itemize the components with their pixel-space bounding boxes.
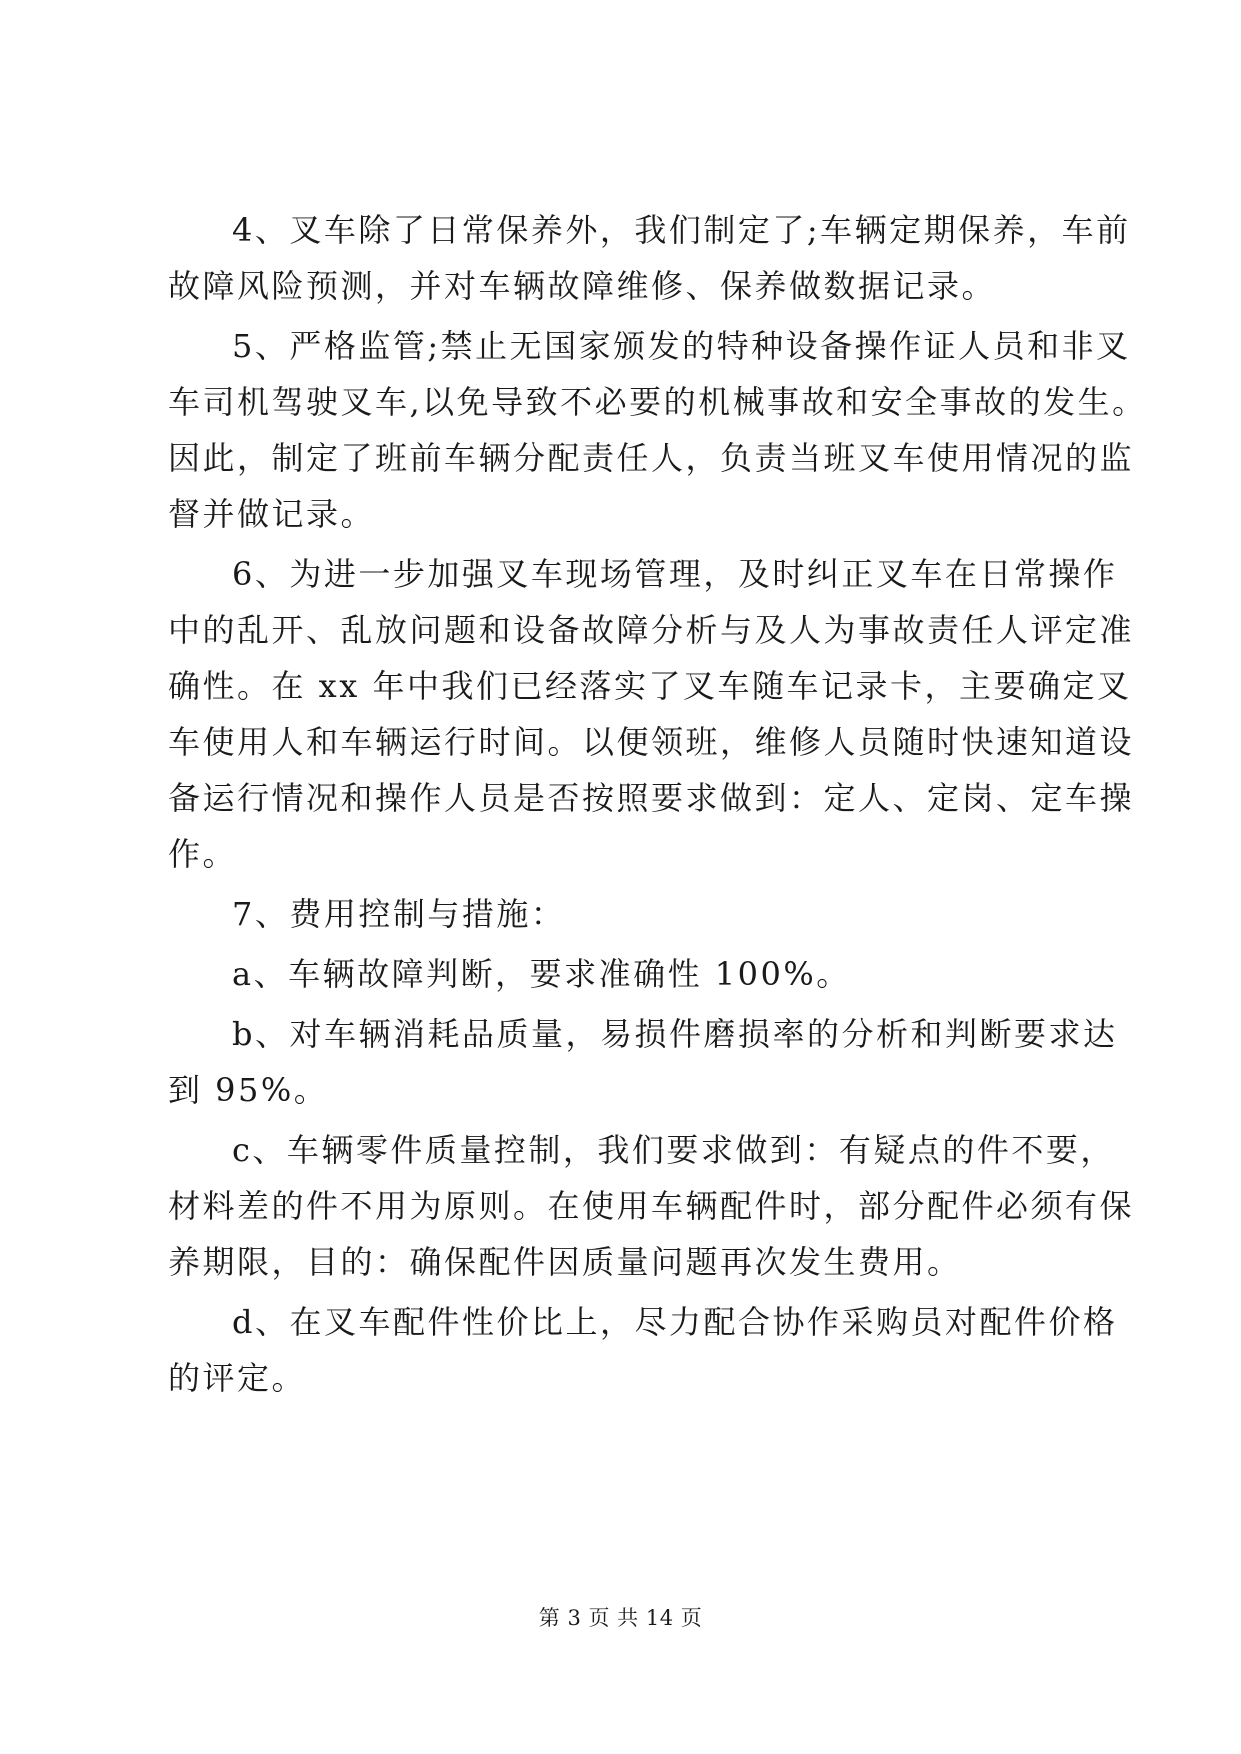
text-line: 养期限，目的：确保配件因质量问题再次发生费用。 (168, 1243, 962, 1281)
text-line: 作。 (168, 835, 238, 873)
text-line: 5、严格监管;禁止无国家颁发的特种设备操作证人员和非叉 (232, 327, 1131, 365)
text-line: c、车辆零件质量控制，我们要求做到：有疑点的件不要， (232, 1131, 1115, 1169)
text-line: 到 95%。 (168, 1071, 329, 1109)
text-line: 故障风险预测，并对车辆故障维修、保养做数据记录。 (168, 267, 997, 305)
text-line: 6、为进一步加强叉车现场管理，及时纠正叉车在日常操作 (232, 555, 1118, 593)
text-line: 的评定。 (168, 1359, 307, 1397)
text-line: 确性。在 xx 年中我们已经落实了叉车随车记录卡，主要确定叉 (168, 667, 1132, 705)
text-line: 4、叉车除了日常保养外，我们制定了;车辆定期保养，车前 (232, 211, 1131, 249)
text-line: 督并做记录。 (168, 495, 376, 533)
page-footer: 第 3 页 共 14 页 (538, 1606, 703, 1630)
text-line: 7、费用控制与措施： (232, 895, 566, 933)
text-line: 中的乱开、乱放问题和设备故障分析与及人为事故责任人评定准 (168, 611, 1135, 649)
text-line: 车司机驾驶叉车,以免导致不必要的机械事故和安全事故的发生。 (168, 383, 1147, 421)
text-line: 车使用人和车辆运行时间。以便领班，维修人员随时快速知道设 (168, 723, 1135, 761)
text-line: 因此，制定了班前车辆分配责任人，负责当班叉车使用情况的监 (168, 439, 1135, 477)
text-line: 备运行情况和操作人员是否按照要求做到：定人、定岗、定车操 (168, 779, 1135, 817)
text-line: d、在叉车配件性价比上，尽力配合协作采购员对配件价格 (232, 1303, 1118, 1341)
text-line: b、对车辆消耗品质量，易损件磨损率的分析和判断要求达 (232, 1015, 1118, 1053)
text-line: a、车辆故障判断，要求准确性 100%。 (232, 955, 851, 993)
text-line: 材料差的件不用为原则。在使用车辆配件时，部分配件必须有保 (168, 1187, 1135, 1225)
